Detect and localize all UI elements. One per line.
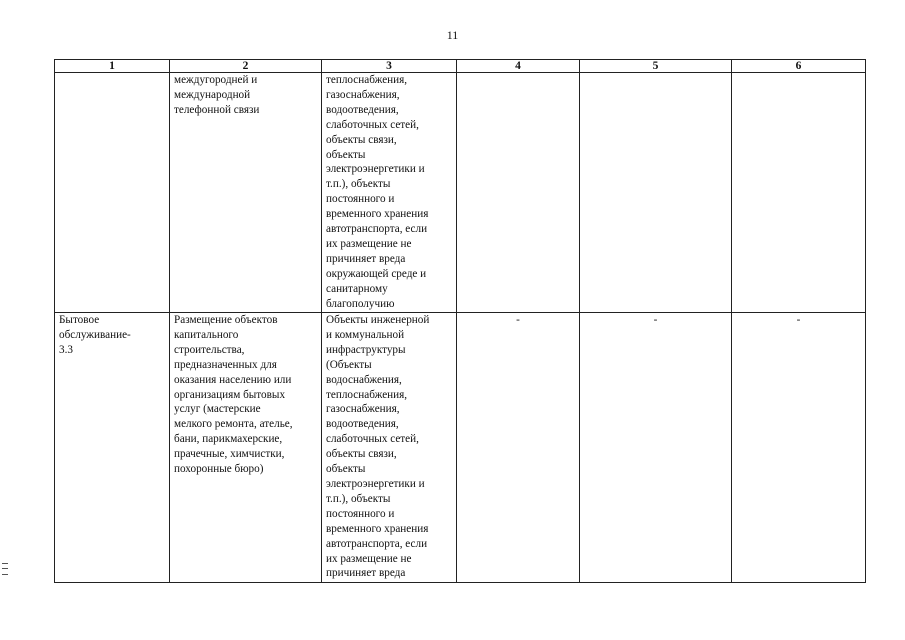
column-header: 5 [580,60,732,73]
column-header: 2 [170,60,322,73]
header-row [55,60,866,73]
table-row [55,313,866,583]
column-header: 6 [732,60,866,73]
table-cell: междугородней и международной телефонной связи [170,73,322,313]
column-header: 3 [322,60,457,73]
column-header: 1 [55,60,170,73]
table-cell: Бытовое обслуживание- 3.3 [55,313,170,583]
page-number: 11 [446,28,459,42]
table-cell: Объекты инженерной и коммунальной инфраструктуры (Объекты водоснабжения, теплоснабжения, газоснабжения, водоотведения, слаботочных сетей, объекты связи, объекты электроэнергетики и т.п.), объекты постоянного и временного хранения автотранспорта, если их размещение не причиняет вреда [322,313,457,583]
table-cell: - [457,313,580,583]
table-cell [55,73,170,313]
table-row [55,73,866,313]
table-cell: - [580,313,732,583]
land-use-table [54,59,866,583]
table-cell [580,73,732,313]
table-cell: Размещение объектов капитального строительства, предназначенных для оказания населению или организациям бытовых услуг (мастерские мелкого ремонта, ателье, бани, парикмахерские, прачечные, химчистки, похоронные бюро) [170,313,322,583]
table-cell [732,73,866,313]
table-cell: - [732,313,866,583]
table-cell: теплоснабжения, газоснабжения, водоотведения, слаботочных сетей, объекты связи, объекты электроэнергетики и т.п.), объекты постоянного и временного хранения автотранспорта, если их размещение не причиняет вреда окружающей среде и санитарному благополучию [322,73,457,313]
table-cell [457,73,580,313]
column-header: 4 [457,60,580,73]
scan-edge-mark [2,563,8,575]
